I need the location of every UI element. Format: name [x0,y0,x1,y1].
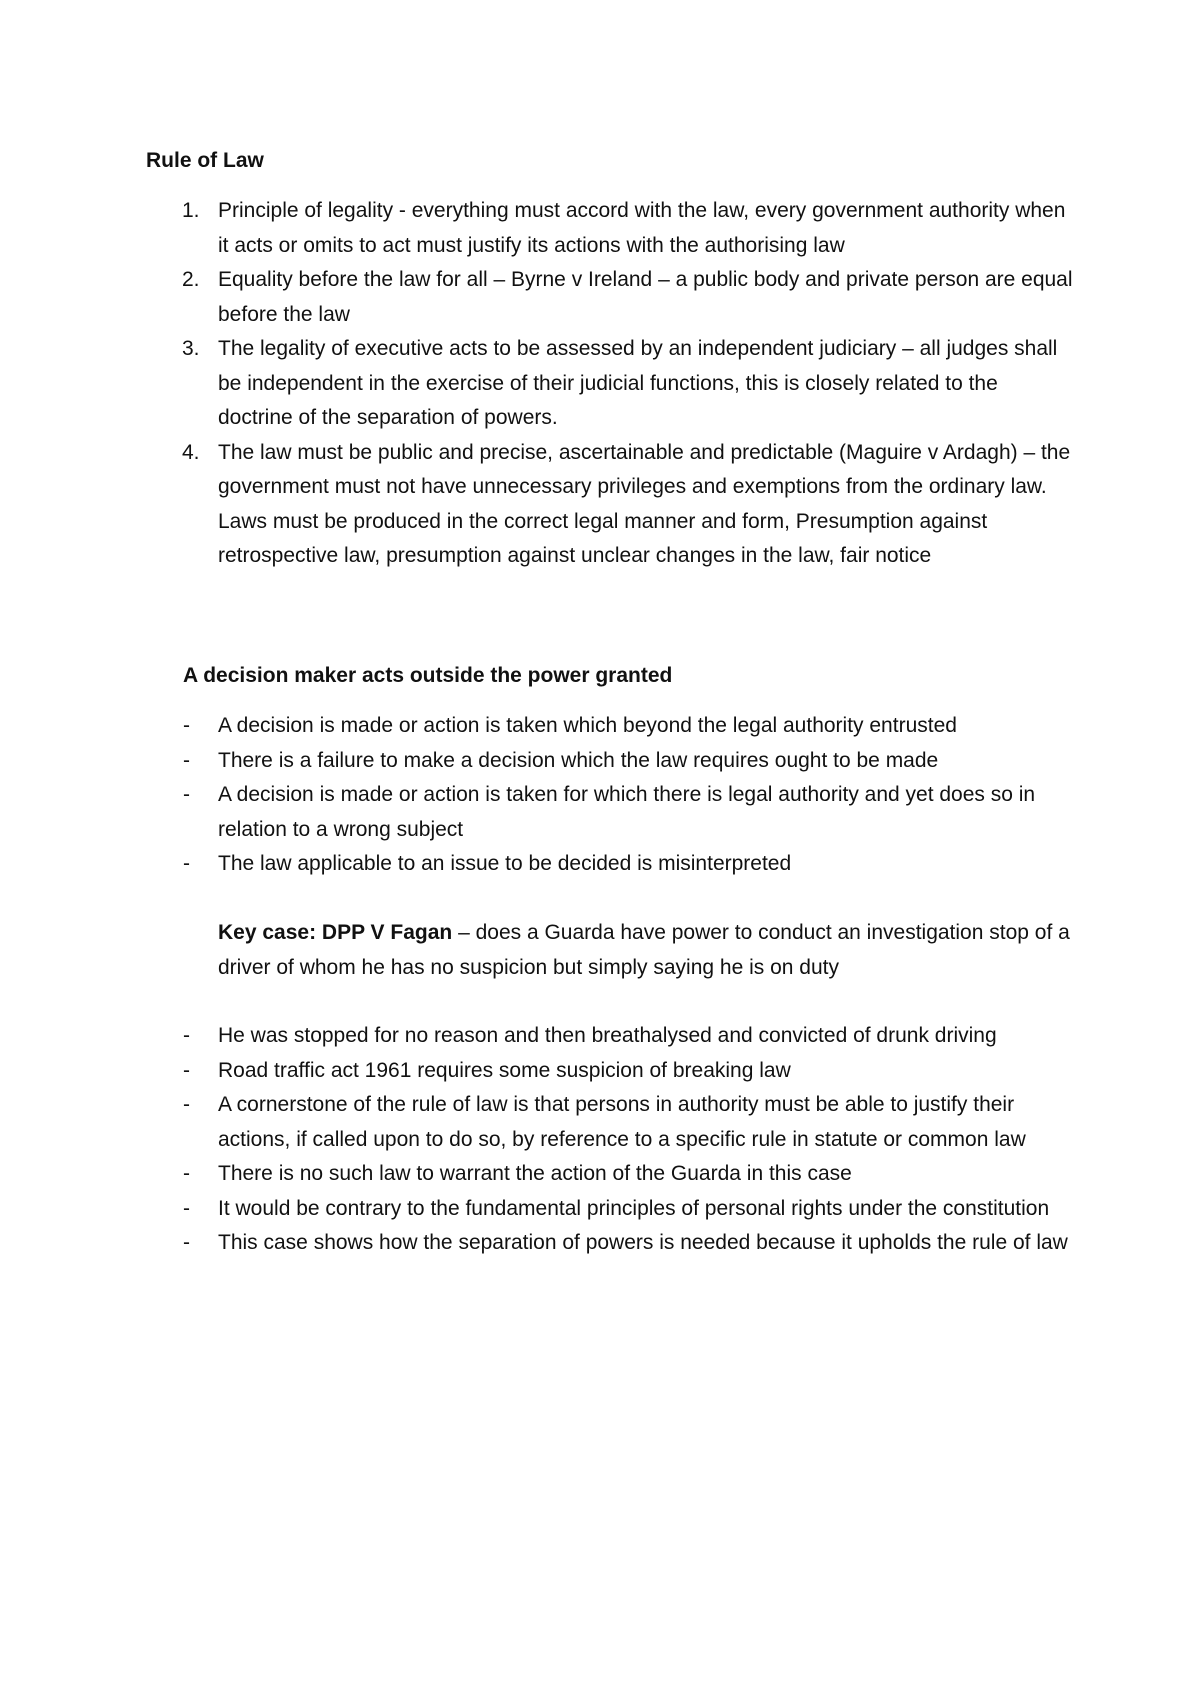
list-item [183,1157,1083,1192]
list-item-text: Principle of legality - everything must accord with the law, every government authority when it acts or omits to act must justify its actions with the authorising law [218,199,1066,257]
list-item [183,709,1083,744]
key-case-text: – does a Guarda have power to conduct an investigation stop of a driver of whom he has no suspicion but simply saying he is on duty [218,921,1070,979]
dash-bullet: - [183,783,190,806]
dash-bullet: - [183,1093,190,1116]
list-item-text: The legality of executive acts to be assessed by an independent judiciary – all judges shall be independent in the exercise of their judicial functions, this is closely related to the doctrine of the separation of powers. [218,337,1058,429]
key-case-label: Key case: DPP V Fagan [218,921,453,944]
list-item-text: There is no such law to warrant the action of the Guarda in this case [218,1162,852,1185]
key-case-paragraph [218,916,1078,985]
dash-bullet: - [183,852,190,875]
dash-bullet: - [183,1024,190,1047]
list-item [183,744,1083,779]
principles-list [146,194,1076,574]
list-number: 3. [182,337,200,360]
dash-bullet: - [183,714,190,737]
list-item-text: A cornerstone of the rule of law is that persons in authority must be able to justify their actions, if called upon to do so, by reference to a specific rule in statute or common law [218,1093,1026,1151]
list-number: 1. [182,199,200,222]
list-item [146,436,1076,574]
fagan-points-list [183,1019,1083,1261]
heading-outside-power: A decision maker acts outside the power granted [183,664,673,687]
list-item [146,194,1076,263]
list-item-text: The law must be public and precise, ascertainable and predictable (Maguire v Ardagh) – the government must not have unnecessary privileges and exemptions from the ordinary law. Laws must be produced in the correct legal manner and form, Presumption against retrospective law, presumption against unclear changes in the law, fair notice [218,440,1071,567]
list-item [183,778,1083,847]
list-item-text: Road traffic act 1961 requires some suspicion of breaking law [218,1058,791,1082]
list-item [183,847,1083,882]
list-item-text: There is a failure to make a decision which the law requires ought to be made [218,748,939,772]
list-item [183,1192,1083,1227]
heading-rule-of-law: Rule of Law [146,149,264,172]
list-item-text: Equality before the law for all – Byrne v Ireland – a public body and private person are equal before the law [218,268,1073,326]
decision-points-list [183,709,1083,882]
dash-bullet: - [183,1231,190,1254]
list-item [183,1019,1083,1054]
list-item-text: He was stopped for no reason and then breathalysed and convicted of drunk driving [218,1024,997,1047]
list-item [183,1054,1083,1089]
dash-bullet: - [183,748,190,772]
list-number: 2. [182,268,200,291]
list-item-text: The law applicable to an issue to be decided is misinterpreted [218,852,792,875]
dash-bullet: - [183,1058,190,1082]
list-number: 4. [182,440,200,464]
list-item-text: A decision is made or action is taken which beyond the legal authority entrusted [218,714,957,737]
list-item [146,332,1076,436]
list-item-text: It would be contrary to the fundamental principles of personal rights under the constitution [218,1196,1050,1220]
dash-bullet: - [183,1162,190,1185]
dash-bullet: - [183,1196,190,1220]
list-item-text: This case shows how the separation of powers is needed because it upholds the rule of law [218,1231,1068,1254]
list-item [183,1226,1083,1261]
list-item [183,1088,1083,1157]
list-item-text: A decision is made or action is taken for which there is legal authority and yet does so in relation to a wrong subject [218,783,1036,841]
list-item [146,263,1076,332]
